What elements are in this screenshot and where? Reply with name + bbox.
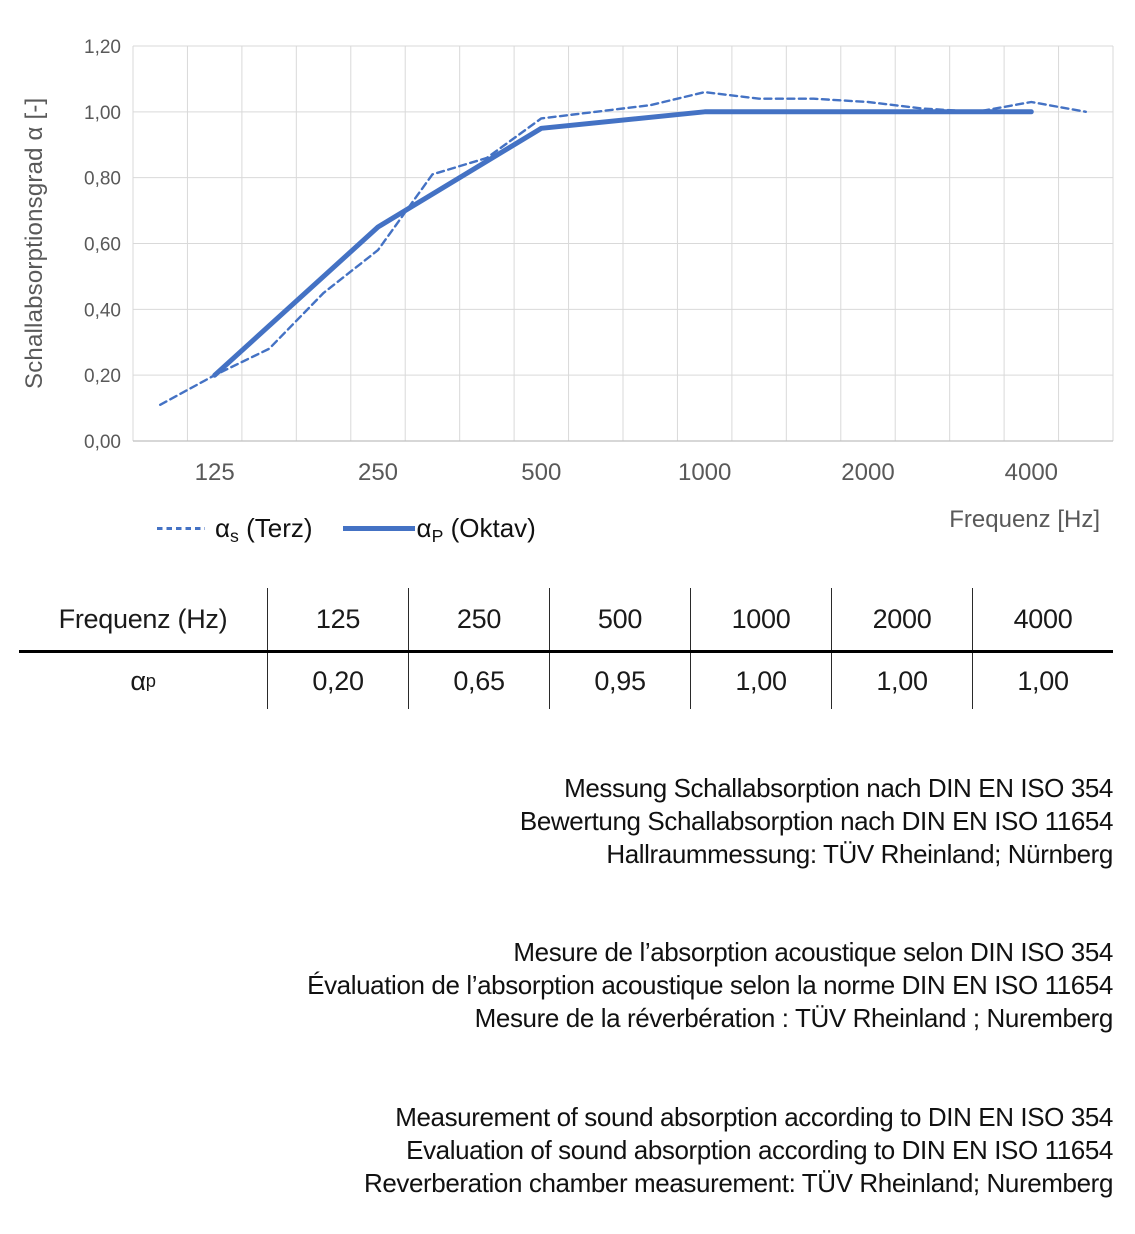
note-line: Measurement of sound absorption according to DIN EN ISO 354 [395, 1102, 1113, 1132]
y-tick-labels [84, 37, 121, 453]
table-header-1000: 1000 [690, 588, 831, 650]
svg-text:125: 125 [194, 459, 235, 486]
table-value-4000: 1,00 [972, 653, 1113, 709]
note-line: Mesure de l’absorption acoustique selon DIN ISO 354 [513, 937, 1113, 967]
note-french [22, 936, 1113, 1035]
x-tick-labels [195, 459, 1058, 486]
table-header-500: 500 [549, 588, 690, 650]
solid-line-sample [343, 526, 415, 531]
note-line: Évaluation de l’absorption acoustique selon la norme DIN EN ISO 11654 [307, 970, 1113, 1000]
svg-text:1000: 1000 [677, 459, 732, 486]
table-header-frequency: Frequenz (Hz) [58, 603, 228, 634]
table-value-125: 0,20 [267, 653, 408, 709]
note-line: Reverberation chamber measurement: TÜV Rheinland; Nuremberg [363, 1168, 1113, 1198]
svg-text:2000: 2000 [841, 459, 895, 486]
table-value-250: 0,65 [408, 653, 549, 709]
svg-text:500: 500 [521, 459, 562, 486]
svg-text:250: 250 [357, 459, 399, 486]
svg-text:1,20: 1,20 [84, 37, 121, 58]
note-german [22, 772, 1113, 871]
table-header-2000: 2000 [831, 588, 972, 650]
table-header-row [19, 588, 1113, 653]
table-value-row [19, 653, 1113, 709]
svg-text:0,20: 0,20 [84, 366, 121, 388]
table-header-250: 250 [408, 588, 549, 650]
table-header-125: 125 [267, 588, 408, 650]
svg-text:4000: 4000 [1004, 459, 1059, 486]
svg-text:0,60: 0,60 [84, 234, 121, 256]
x-axis-title: Frequenz [Hz] [949, 506, 1100, 533]
note-line: Hallraummessung: TÜV Rheinland; Nürnberg [606, 839, 1113, 869]
chart-legend [157, 513, 536, 544]
note-english [22, 1101, 1113, 1200]
note-line: Mesure de la réverbération : TÜV Rheinland ; Nuremberg [474, 1003, 1113, 1033]
svg-text:0,40: 0,40 [84, 300, 121, 322]
legend-label-oktav: $\alpha_P$ (Oktav) [416, 513, 536, 546]
note-line: Messung Schallabsorption nach DIN EN ISO 354 [564, 773, 1113, 803]
legend-label-terz: $\alpha_s$ (Terz) [215, 513, 313, 546]
table-row-label-alpha-p: α p [130, 665, 156, 696]
table-header-4000: 4000 [972, 588, 1113, 650]
gridlines [133, 46, 1113, 441]
y-axis-title: Schallabsorptionsgrad α [-] [21, 97, 48, 390]
dashed-line-sample [157, 527, 205, 530]
svg-text:0,80: 0,80 [84, 168, 121, 190]
absorption-chart-svg [0, 0, 1135, 560]
table-value-2000: 1,00 [831, 653, 972, 709]
table-value-500: 0,95 [549, 653, 690, 709]
table-value-1000: 1,00 [690, 653, 831, 709]
note-line: Bewertung Schallabsorption nach DIN EN ISO 11654 [519, 806, 1113, 836]
svg-text:1,00: 1,00 [84, 102, 121, 124]
absorption-table [19, 588, 1113, 709]
note-line: Evaluation of sound absorption according to DIN EN ISO 11654 [406, 1135, 1113, 1165]
svg-text:0,00: 0,00 [84, 432, 121, 453]
